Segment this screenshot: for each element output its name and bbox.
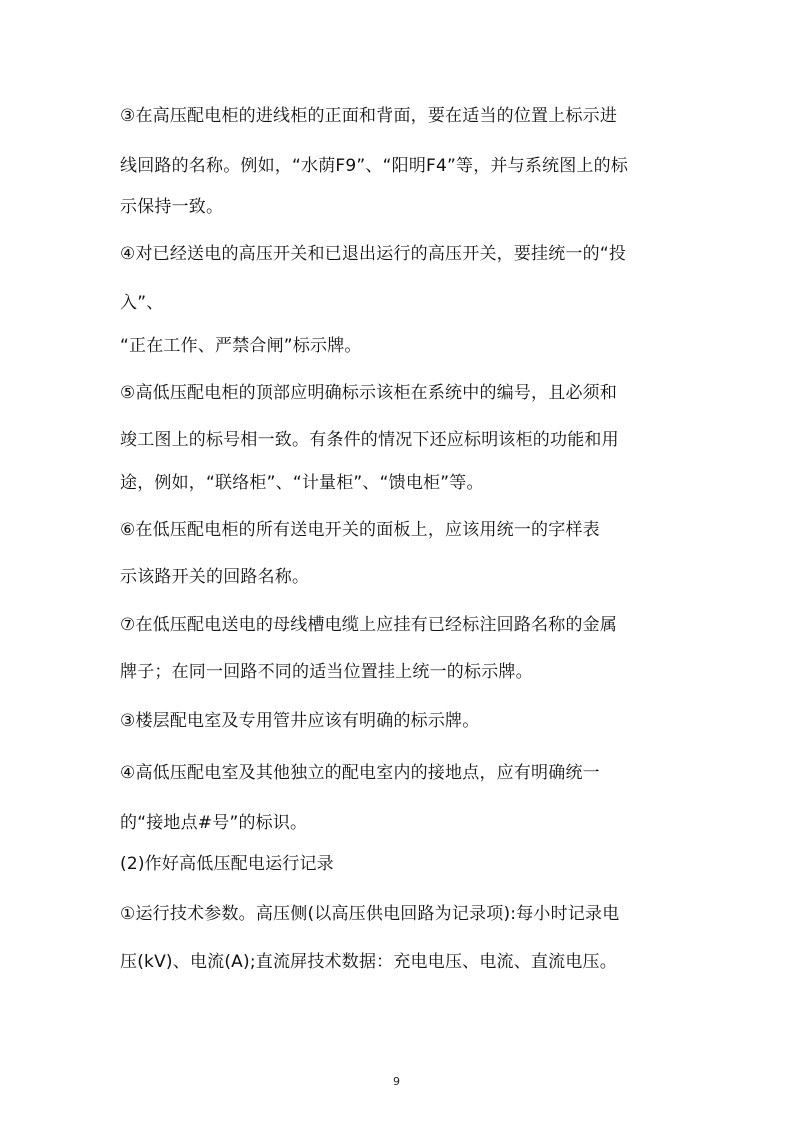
- text-line: (2)作好高低压配电运行记录: [120, 854, 334, 874]
- text-line: ⑦在低压配电送电的母线槽电缆上应挂有已经标注回路名称的金属: [120, 615, 618, 635]
- text-line: 线回路的名称。例如，“水荫F9”、“阳明F4”等，并与系统图上的标: [120, 156, 629, 176]
- text-line: “正在工作、严禁合闸”标示牌。: [120, 336, 362, 356]
- text-line: 入”、: [120, 293, 164, 313]
- text-line: 竣工图上的标号相一致。有条件的情况下还应标明该柜的功能和用: [120, 430, 619, 450]
- text-line: ③楼层配电室及专用管井应该有明确的标示牌。: [120, 711, 480, 731]
- text-line: 牌子；在同一回路不同的适当位置挂上统一的标示牌。: [120, 662, 533, 682]
- text-line: ⑥在低压配电柜的所有送电开关的面板上，应该用统一的字样表: [120, 520, 600, 540]
- text-line: ⑤高低压配电柜的顶部应明确标示该柜在系统中的编号，且必须和: [120, 383, 618, 403]
- text-line: 的“接地点#号”的标识。: [120, 813, 308, 833]
- text-line: 示保持一致。: [120, 197, 224, 217]
- text-line: ①运行技术参数。高压侧(以高压供电回路为记录项):每小时记录电: [120, 904, 620, 924]
- text-line: 压(kV)、电流(A);直流屏技术数据：充电电压、电流、直流电压。: [120, 952, 617, 972]
- text-line: 示该路开关的回路名称。: [120, 567, 310, 587]
- text-line: ③在高压配电柜的进线柜的正面和背面，要在适当的位置上标示进: [120, 106, 618, 126]
- text-line: 途，例如，“联络柜”、“计量柜”、“馈电柜”等。: [120, 473, 484, 493]
- page-number: 9: [393, 1075, 400, 1088]
- text-line: ④对已经送电的高压开关和已退出运行的高压开关，要挂统一的“投: [120, 244, 627, 264]
- text-line: ④高低压配电室及其他独立的配电室内的接地点，应有明确统一: [120, 763, 600, 783]
